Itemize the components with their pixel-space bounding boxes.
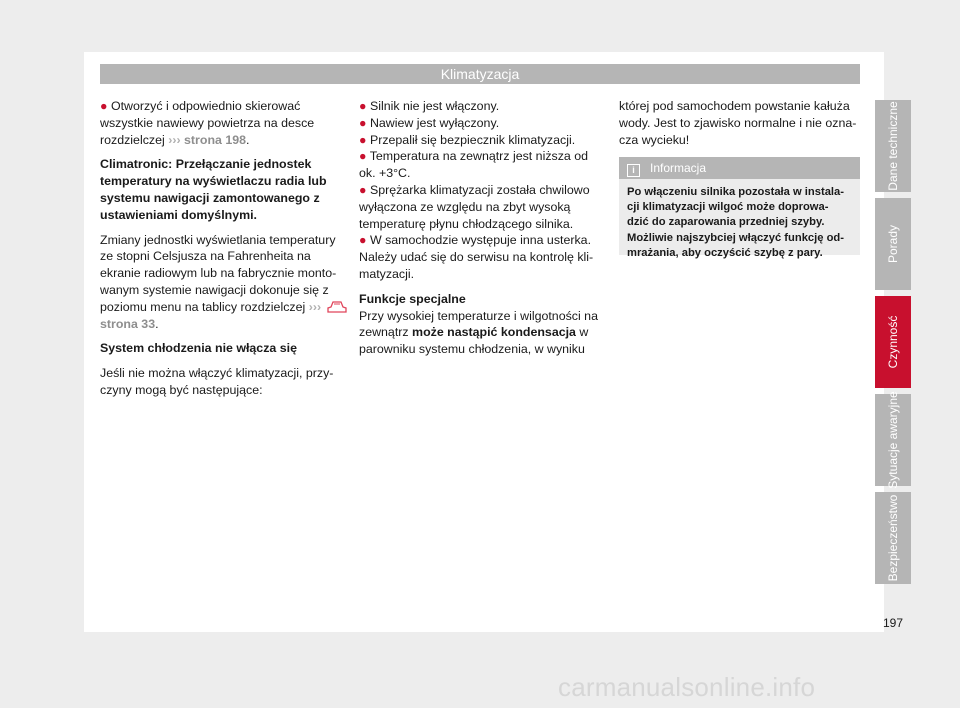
column-2 <box>359 98 605 366</box>
column-3 <box>619 98 862 156</box>
heading-text: System chłodzenia nie włącza się <box>100 341 297 356</box>
info-box <box>619 157 860 259</box>
tab-label: Czynność <box>886 315 900 369</box>
list-item <box>359 182 605 232</box>
paragraph-emphasis: może nastąpić kondensacja <box>412 325 576 340</box>
tab-porady[interactable] <box>875 198 911 290</box>
list-item <box>359 132 605 149</box>
heading-text: Funkcje specjalne <box>359 291 466 306</box>
paragraph <box>100 365 350 399</box>
paragraph <box>359 308 605 358</box>
section-heading <box>359 291 605 308</box>
info-title: Informacja <box>650 161 707 175</box>
cross-ref-link[interactable]: strona 198 <box>184 132 247 147</box>
tab-czynnosc[interactable] <box>875 296 911 388</box>
watermark: carmanualsonline.info <box>558 672 816 702</box>
cross-ref-arrow: ››› <box>168 132 181 147</box>
list-item-text: Silnik nie jest włączony. <box>369 99 500 113</box>
column-1 <box>100 98 350 407</box>
list-item-text: Temperatura na zewnątrz jest niższa od ok. +3°C. <box>359 149 589 181</box>
bullet-paragraph: ● Otworzyć i odpowiednio skierować wszystkie nawiewy powietrza na desce rozdzielczej ››› strona 198. <box>100 99 315 147</box>
list-item <box>359 232 605 282</box>
section-heading <box>100 156 350 223</box>
page-header <box>100 64 860 84</box>
tab-sytuacje-awaryjne[interactable] <box>875 391 911 489</box>
tab-label: Sytuacje awaryjne <box>886 391 900 489</box>
tab-label: Dane techniczne <box>886 101 900 191</box>
paragraph <box>619 98 862 148</box>
paragraph: Zmiany jednostki wyświetlania temperatury ze stopni Celsjusza na Fahrenheita na ekranie radiowym lub na fabrycznie monto- wanym systemie nawigacji dokonuje się z poziomu menu na tablicy rozdzielczej ››› strona 33. <box>100 232 350 333</box>
list-item-text: Przepalił się bezpiecznik klimatyzacji. <box>369 132 576 147</box>
list-item-text: W samochodzie występuje inna usterka. Należy udać się do serwisu na kontrolę kli- matyzacji. <box>359 233 594 281</box>
tab-label: Bezpieczeństwo <box>886 494 900 582</box>
cross-ref-link[interactable]: strona 33 <box>100 316 156 331</box>
tab-label: Porady <box>886 224 900 264</box>
info-body: Po włączeniu silnika pozostała w instala- cji klimatyzacji wilgoć może doprowa- dzić do zaparowania przedniej szyby. Możliwie najszybciej włączyć funkcję od- mrażania, aby oczyścić szybę z pary. <box>627 186 844 259</box>
info-header <box>619 157 860 179</box>
page-number: 197 <box>882 616 904 630</box>
list-item <box>359 115 605 132</box>
list-item-text: Sprężarka klimatyzacji została chwilowo wyłączona ze względu na zbyt wysoką temperaturę płynu chłodzącego silnika. <box>359 182 590 231</box>
tab-dane-techniczne[interactable] <box>875 100 911 192</box>
bullet-icon: ● <box>359 233 367 248</box>
list-item-text: Nawiew jest wyłączony. <box>369 115 500 130</box>
bullet-icon: ● <box>100 99 108 113</box>
bullet-icon: ● <box>359 182 367 197</box>
section-heading <box>100 340 350 357</box>
paragraph-text: której pod samochodem powstanie kałuża wody. Jest to zjawisko normalne i nie ozna- cza wycieku! <box>619 99 857 147</box>
bullet-text: Otworzyć i odpowiednio skierować wszystkie nawiewy powietrza na desce rozdzielczej <box>100 99 315 147</box>
paragraph-text: w parowniku systemu chłodzenia, w wyniku <box>359 325 589 357</box>
car-icon <box>327 300 347 314</box>
list-item <box>359 148 605 182</box>
bullet-icon: ● <box>359 132 367 147</box>
tab-bezpieczenstwo[interactable] <box>875 492 911 584</box>
bullet-icon: ● <box>359 149 367 164</box>
list-item <box>359 98 605 115</box>
info-icon: i <box>627 164 640 177</box>
heading-text: Climatronic: Przełączanie jednostek temperatury na wyświetlaczu radia lub systemu nawigacji zamontowanego z ustawieniami domyślnymi. <box>100 157 327 222</box>
header-title: Klimatyzacja <box>440 66 520 82</box>
paragraph-text: Jeśli nie można włączyć klimatyzacji, przy- czyny mogą być następujące: <box>100 366 334 397</box>
bullet-icon: ● <box>359 99 367 113</box>
bullet-icon: ● <box>359 115 367 130</box>
paragraph-text: Zmiany jednostki wyświetlania temperatury ze stopni Celsjusza na Fahrenheita na ekranie radiowym lub na fabrycznie monto- wanym systemie nawigacji dokonuje się z poziomu menu na tablicy rozdzielczej <box>100 232 337 314</box>
paragraph-text: Przy wysokiej temperaturze i wilgotności na zewnątrz <box>359 308 598 340</box>
cross-ref-arrow: ››› <box>308 299 322 314</box>
